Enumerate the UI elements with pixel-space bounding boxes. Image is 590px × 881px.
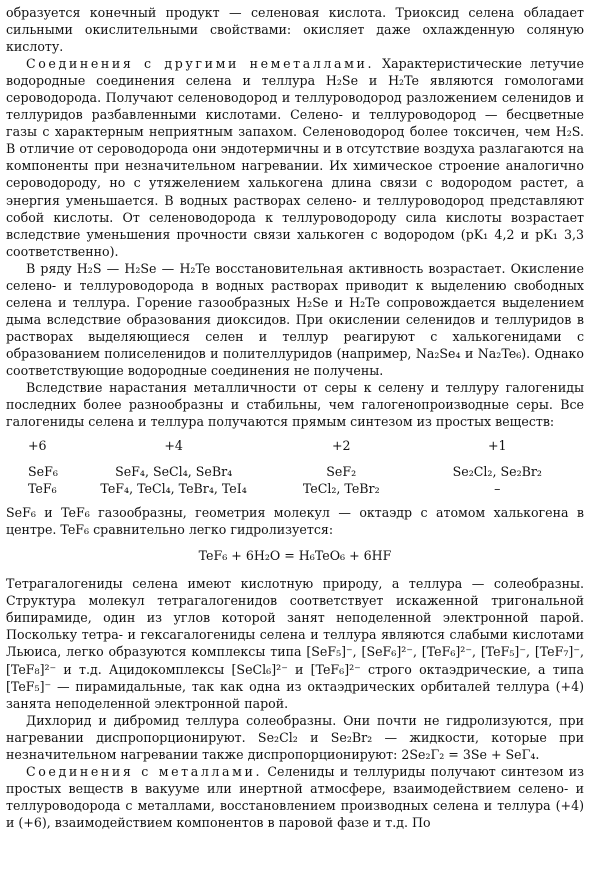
paragraph-dihalides: Дихлорид и дибромид теллура солеобразны. Они почти не гидролизуются, при нагревании диспропорционируют. Se₂Cl₂ и Se₂Br₂ — жидкости, которые при незначительном нагревании также диспропорционируют: 2Se₂Γ₂ = 3Se + SeΓ₄. bbox=[6, 712, 584, 762]
table-cell: SeF₆ bbox=[28, 464, 58, 480]
paragraph-selenic-acid: образуется конечный продукт — селеновая кислота. Триоксид селена обладает сильными окислительными свойствами: окисляет даже охлажденную соляную кислоту. bbox=[6, 5, 584, 55]
hydrolysis-equation: TeF₆ + 6H₂O = H₆TeO₆ + 6HF bbox=[198, 548, 392, 564]
oxidation-state-header: +2 bbox=[331, 438, 351, 454]
paragraph-reducing-activity: В ряду H₂S — H₂Se — H₂Te восстановительная активность возрастает. Окисление селено- и теллуроводорода в водных растворах приводит к выделению свободных селена и теллура. Горение газообразных H₂Se и H₂Te сопровождается выделением дыма вследствие образования диоксидов. При окислении селенидов и теллуридов в растворах выделяющиеся селен и теллур реагируют с халькогенидами с образованием полиселенидов и полителлуридов (например, Na₂Se₄ и Na₂Te₆). Однако соответствующие водородные соединения не получены. bbox=[6, 260, 584, 378]
paragraph-nonmetals-body: Характеристические летучие водородные соединения селена и теллура H₂Se и H₂Te являются гомологами сероводорода. Получают селеноводород и теллуроводород разложением селенидов и теллуридов разбавленными кислотами. Селено- и теллуроводород — бесцветные газы с характерным неприятным запахом. Селеноводород более токсичен, чем H₂S. В отличие от сероводорода они эндотермичны и в отсутствие воздуха разлагаются на компоненты при незначительном нагревании. Их химическое строение аналогично сероводороду, но с утяжелением халькогена длина связи с водородом растет, а энергия уменьшается. В водных растворах селено- и теллуроводород представляют собой кислоты. От селеноводорода к теллуроводороду сила кислоты возрастает вследствие уменьшения прочности связи халькоген с водородом (pK₁ 4,2 и pK₁ 3,3 соответственно). bbox=[6, 56, 584, 259]
paragraph-metals-body: Селениды и теллуриды получают синтезом из простых веществ в вакууме или инертной атмосфере, взаимодействием селено- и теллуроводорода с металлами, восстановлением производных селена и теллура (+4) и (+6), взаимодействием компонентов в паровой фазе и т.д. По bbox=[6, 763, 584, 830]
table-cell: SeF₂ bbox=[326, 464, 357, 480]
halides-table bbox=[6, 438, 584, 498]
paragraph-halides-intro: Вследствие нарастания металличности от серы к селену и теллуру галогениды последних более разнообразны и стабильны, чем галогенопроизводные серы. Все галогениды селена и теллура получаются прямым синтезом из простых веществ: bbox=[6, 380, 584, 430]
table-cell: TeCl₂, TeBr₂ bbox=[302, 481, 380, 497]
paragraph-nonmetals bbox=[6, 55, 584, 260]
oxidation-state-header: +6 bbox=[28, 438, 47, 454]
paragraph-metals bbox=[6, 763, 584, 831]
table-header-row bbox=[6, 438, 584, 464]
table-cell: TeF₆ bbox=[28, 481, 57, 497]
table-row bbox=[6, 481, 584, 498]
oxidation-state-header: +1 bbox=[488, 438, 507, 454]
table-cell: – bbox=[494, 481, 501, 497]
table-row bbox=[6, 464, 584, 481]
table-cell: SeF₄, SeCl₄, SeBr₄ bbox=[115, 464, 233, 480]
section-heading-metals: Соединения с металлами. bbox=[26, 763, 263, 779]
table-cell: TeF₄, TeCl₄, TeBr₄, TeI₄ bbox=[100, 481, 247, 497]
section-heading-nonmetals: Соединения с другими неметаллами. bbox=[26, 56, 375, 72]
oxidation-state-header: +4 bbox=[164, 438, 183, 454]
paragraph-tetrahalides: Тетрагалогениды селена имеют кислотную природу, а теллура — солеобразны. Структура молекул тетрагалогенидов соответствует искаженной тригональной бипирамиде, один из углов которой занят неподеленной электронной парой. Поскольку тетра- и гексагалогениды селена и теллура являются слабыми кислотами Льюиса, легко образуются комплексы типа [SeF₅]⁻, [SeF₆]²⁻, [TeF₆]²⁻, [TeF₅]⁻, [TeF₇]⁻, [TeF₈]²⁻ и т.д. Ацидокомплексы [SeCl₆]²⁻ и [TeF₆]²⁻ строго октаэдрические, а типа [TeF₅]⁻ — пирамидальные, так как одна из октаэдрических орбиталей теллура (+4) занята неподеленной электронной парой. bbox=[6, 576, 584, 711]
table-cell: Se₂Cl₂, Se₂Br₂ bbox=[452, 464, 542, 480]
paragraph-hexafluorides: SeF₆ и TeF₆ газообразны, геометрия молекул — октаэдр с атомом халькогена в центре. TeF₆ сравнительно легко гидролизуется: bbox=[6, 505, 584, 538]
